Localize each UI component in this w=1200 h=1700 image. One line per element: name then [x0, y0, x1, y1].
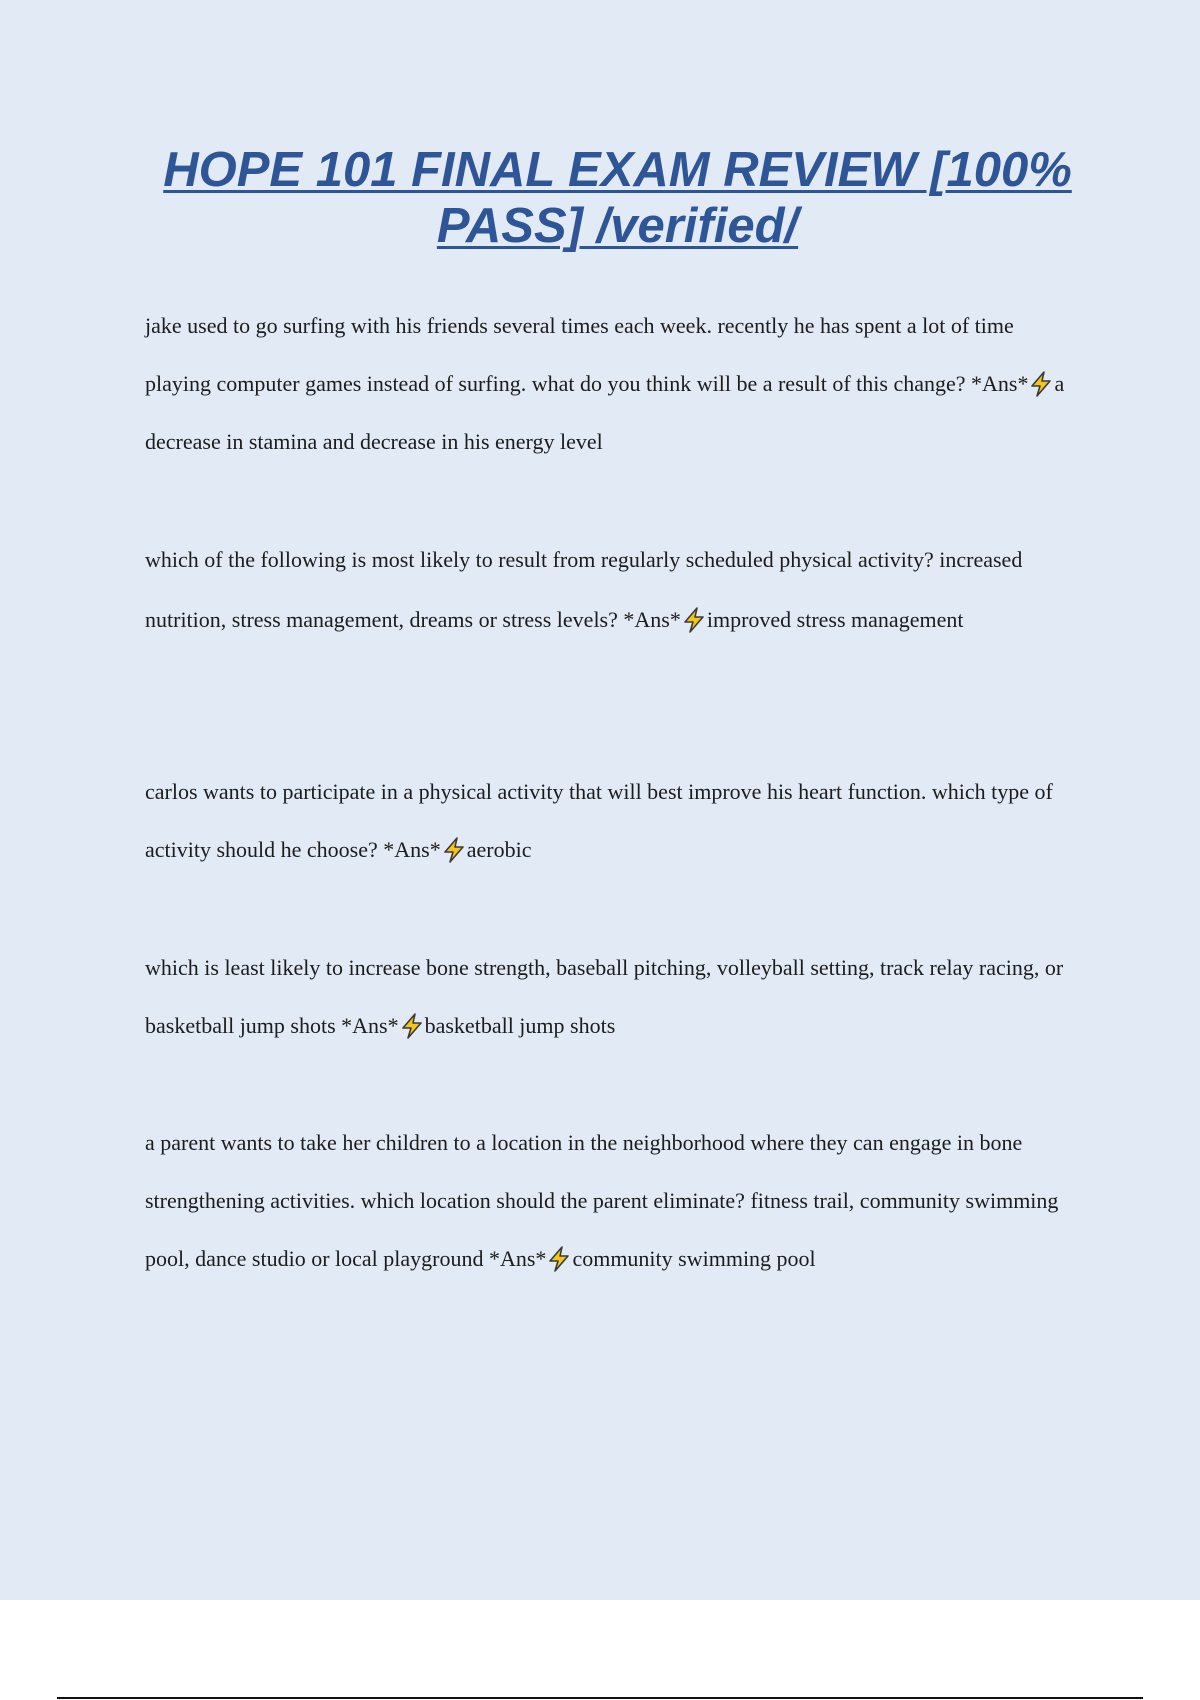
answer-marker: *Ans* [383, 837, 441, 862]
question-text: which of the following is most likely to result from regularly scheduled physical activity? increased nutrition, stress management, dreams or stress levels? [145, 547, 1023, 632]
answer-text: improved stress management [706, 607, 964, 632]
answer-text: basketball jump shots [424, 1013, 616, 1038]
answer-marker: *Ans* [971, 371, 1029, 396]
question-text: which is least likely to increase bone strength, baseball pitching, volleyball setting, track relay racing, or basketball jump shots [145, 955, 1064, 1038]
question-item [145, 297, 1080, 471]
answer-text: aerobic [466, 837, 532, 862]
question-text: a parent wants to take her children to a location in the neighborhood where they can engage in bone strengthening activities. which location should the parent eliminate? fitness trail, community swimming pool, dance studio or local playground [145, 1130, 1059, 1271]
answer-marker: *Ans* [623, 607, 681, 632]
document-title: HOPE 101 FINAL EXAM REVIEW [100% PASS] /verified/ [163, 143, 1072, 253]
lightning-bolt-icon [547, 1246, 571, 1272]
question-item [145, 763, 1080, 879]
question-item [145, 939, 1080, 1055]
answer-marker: *Ans* [341, 1013, 399, 1038]
lightning-bolt-icon [682, 607, 706, 633]
page-divider [57, 1697, 1143, 1699]
question-item [145, 530, 1080, 650]
lightning-bolt-icon [400, 1013, 424, 1039]
answer-marker: *Ans* [488, 1246, 547, 1271]
question-text: jake used to go surfing with his friends several times each week. recently he has spent a lot of time playing computer games instead of surfing. what do you think will be a result of this change? [145, 313, 1014, 396]
question-item [145, 1114, 1080, 1288]
lightning-bolt-icon [442, 837, 466, 863]
answer-text: a decrease in stamina and decrease in his energy level [145, 371, 1065, 454]
lightning-bolt-icon [1029, 371, 1053, 397]
answer-text: community swimming pool [572, 1246, 816, 1271]
question-text: carlos wants to participate in a physical activity that will best improve his heart function. which type of activity should he choose? [145, 779, 1053, 862]
